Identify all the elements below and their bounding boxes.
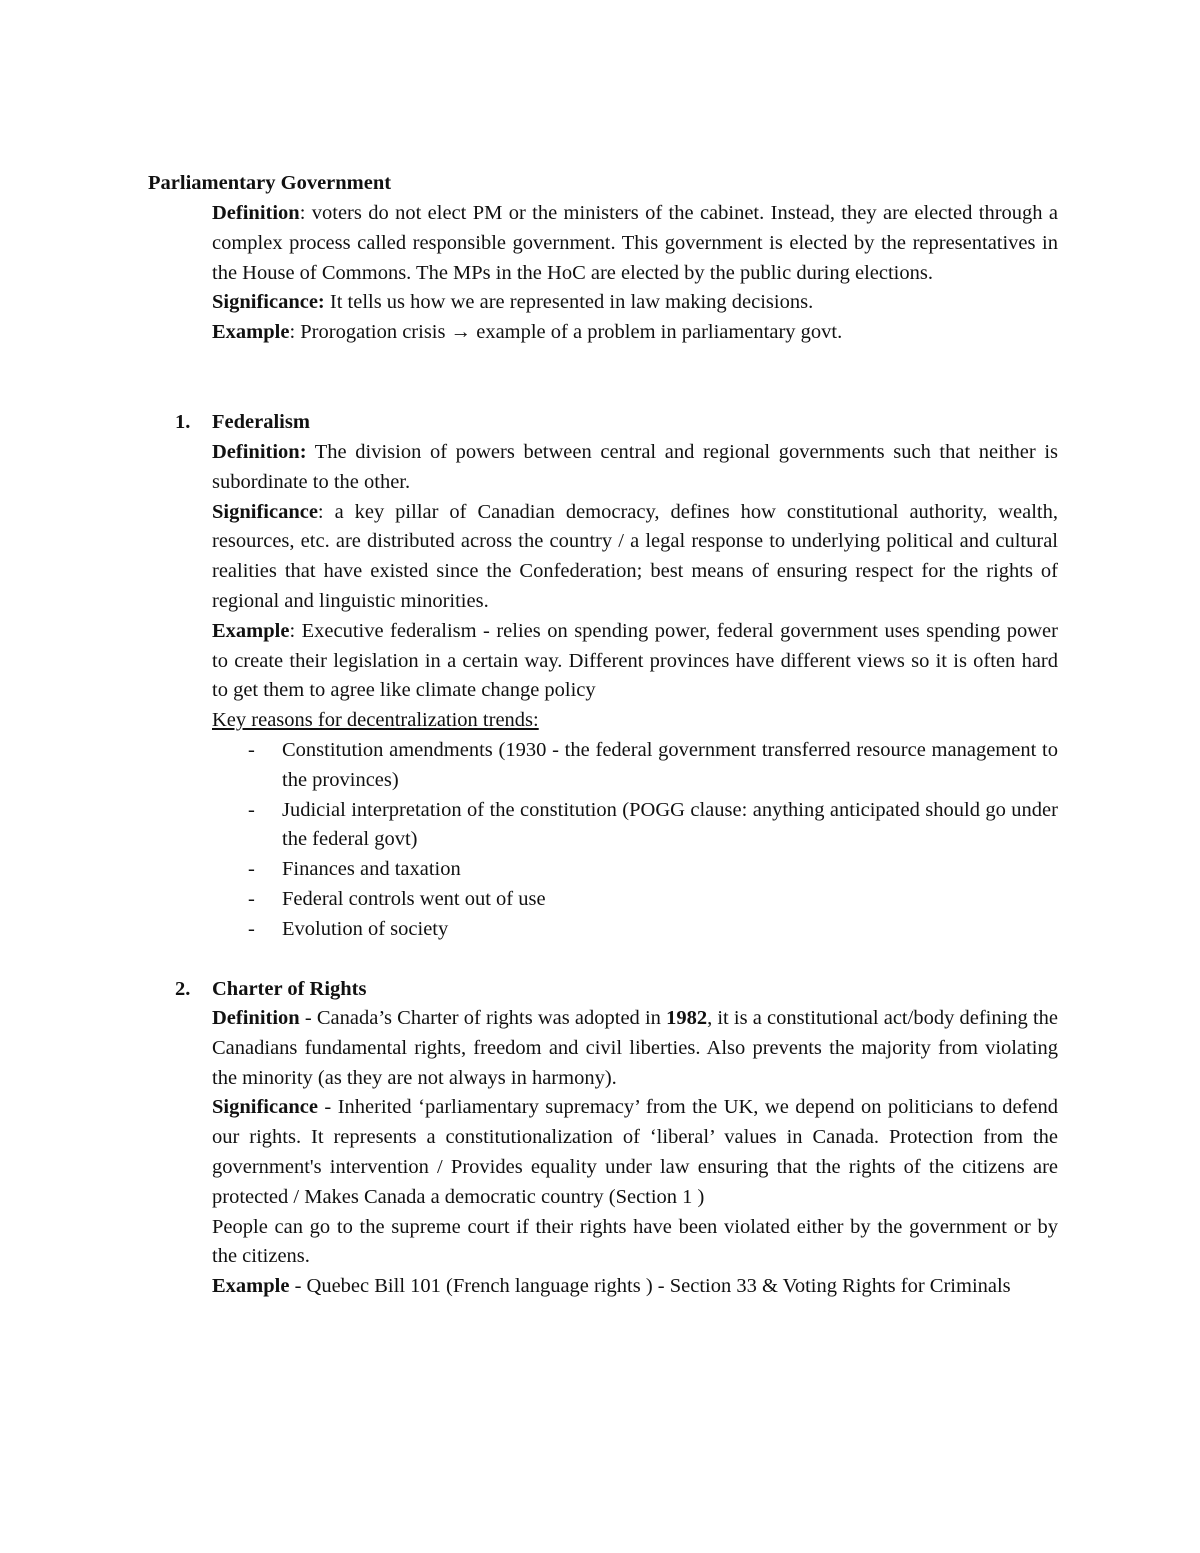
intro-definition bbox=[212, 199, 1058, 288]
list-item-text: Finances and taxation bbox=[282, 858, 461, 881]
section-number: 1. bbox=[175, 411, 191, 433]
list-item-text: Judicial interpretation of the constitution (POGG clause: anything anticipated should go under the federal govt) bbox=[282, 798, 1058, 851]
list-item bbox=[212, 736, 1058, 796]
definition-text: : voters do not elect PM or the ministers of the cabinet. Instead, they are elected through a complex process called responsible government. This government is elected by the representatives in the House of Commons. The MPs in the HoC are elected by the public during elections. bbox=[212, 202, 1058, 284]
significance-label: Significance bbox=[212, 500, 318, 523]
example-text: : Prorogation crisis → example of a problem in parliamentary govt. bbox=[289, 321, 843, 344]
bullet-dash: - bbox=[248, 738, 255, 761]
section-number: 2. bbox=[175, 978, 191, 1000]
reasons-list bbox=[212, 736, 1058, 945]
bullet-dash: - bbox=[248, 917, 255, 940]
list-item bbox=[212, 885, 1058, 915]
intro-example bbox=[212, 318, 1058, 348]
federalism-block bbox=[212, 438, 1058, 945]
example-label: Example bbox=[212, 321, 290, 344]
list-item bbox=[212, 855, 1058, 885]
page-title: Parliamentary Government bbox=[148, 172, 392, 194]
section-title: Charter of Rights bbox=[212, 978, 367, 1000]
definition-text-pre: - Canada’s Charter of rights was adopted in bbox=[299, 1007, 667, 1029]
definition-text-post: , it is a constitutional act/body defining the Canadians fundamental rights, freedom and civil liberties. Also prevents the majority from violating the minority (as they are not always in harmony). bbox=[212, 1007, 1059, 1089]
significance-text: - Inherited ‘parliamentary supremacy’ from the UK, we depend on politicians to defend our rights. It represents a constitutionalization of ‘liberal’ values in Canada. Protection from the government's intervention / Provides equality under law ensuring that the rights of the citizens are protected / Makes Canada a democratic country (Section 1 ) bbox=[212, 1096, 1058, 1208]
list-item-text: Evolution of society bbox=[282, 917, 449, 940]
reasons-heading: Key reasons for decentralization trends: bbox=[212, 709, 539, 732]
charter-extra: People can go to the supreme court if their rights have been violated either by the government or by the citizens. bbox=[212, 1215, 1058, 1268]
example-label: Example bbox=[212, 1275, 290, 1298]
section-title: Federalism bbox=[212, 411, 310, 433]
definition-year: 1982 bbox=[666, 1007, 708, 1029]
significance-label: Significance: bbox=[212, 291, 325, 314]
list-item bbox=[212, 915, 1058, 945]
significance-text: : a key pillar of Canadian democracy, defines how constitutional authority, wealth, resources, etc. are distributed across the country / a legal response to underlying political and cultural realities that have existed since the Confederation; best means of ensuring respect for the rights of regional and linguistic minorities. bbox=[212, 500, 1058, 612]
bullet-dash: - bbox=[248, 858, 255, 881]
intro-block bbox=[212, 199, 1058, 348]
example-text: - Quebec Bill 101 (French language rights ) - Section 33 & Voting Rights for Criminals bbox=[289, 1275, 1011, 1298]
charter-example bbox=[212, 1272, 1058, 1302]
significance-label: Significance bbox=[212, 1096, 318, 1119]
federalism-significance bbox=[212, 498, 1058, 617]
charter-block bbox=[212, 1004, 1058, 1302]
list-item bbox=[212, 796, 1058, 856]
charter-definition bbox=[212, 1004, 1058, 1093]
charter-significance bbox=[212, 1093, 1058, 1212]
list-item-text: Federal controls went out of use bbox=[282, 887, 546, 910]
list-item-text: Constitution amendments (1930 - the federal government transferred resource management to the provinces) bbox=[282, 738, 1058, 791]
definition-text: The division of powers between central and regional governments such that neither is subordinate to the other. bbox=[212, 441, 1058, 493]
bullet-dash: - bbox=[248, 887, 255, 910]
example-text: : Executive federalism - relies on spending power, federal government uses spending power to create their legislation in a certain way. Different provinces have different views so it is often hard to get them to agree like climate change policy bbox=[212, 619, 1058, 702]
bullet-dash: - bbox=[248, 798, 255, 821]
federalism-definition bbox=[212, 438, 1058, 498]
federalism-example bbox=[212, 617, 1058, 706]
definition-label: Definition bbox=[212, 202, 300, 224]
definition-label: Definition bbox=[212, 1007, 300, 1029]
example-label: Example bbox=[212, 619, 290, 642]
intro-significance bbox=[212, 288, 1058, 318]
definition-label: Definition: bbox=[212, 441, 307, 463]
significance-text: It tells us how we are represented in law making decisions. bbox=[324, 291, 814, 314]
